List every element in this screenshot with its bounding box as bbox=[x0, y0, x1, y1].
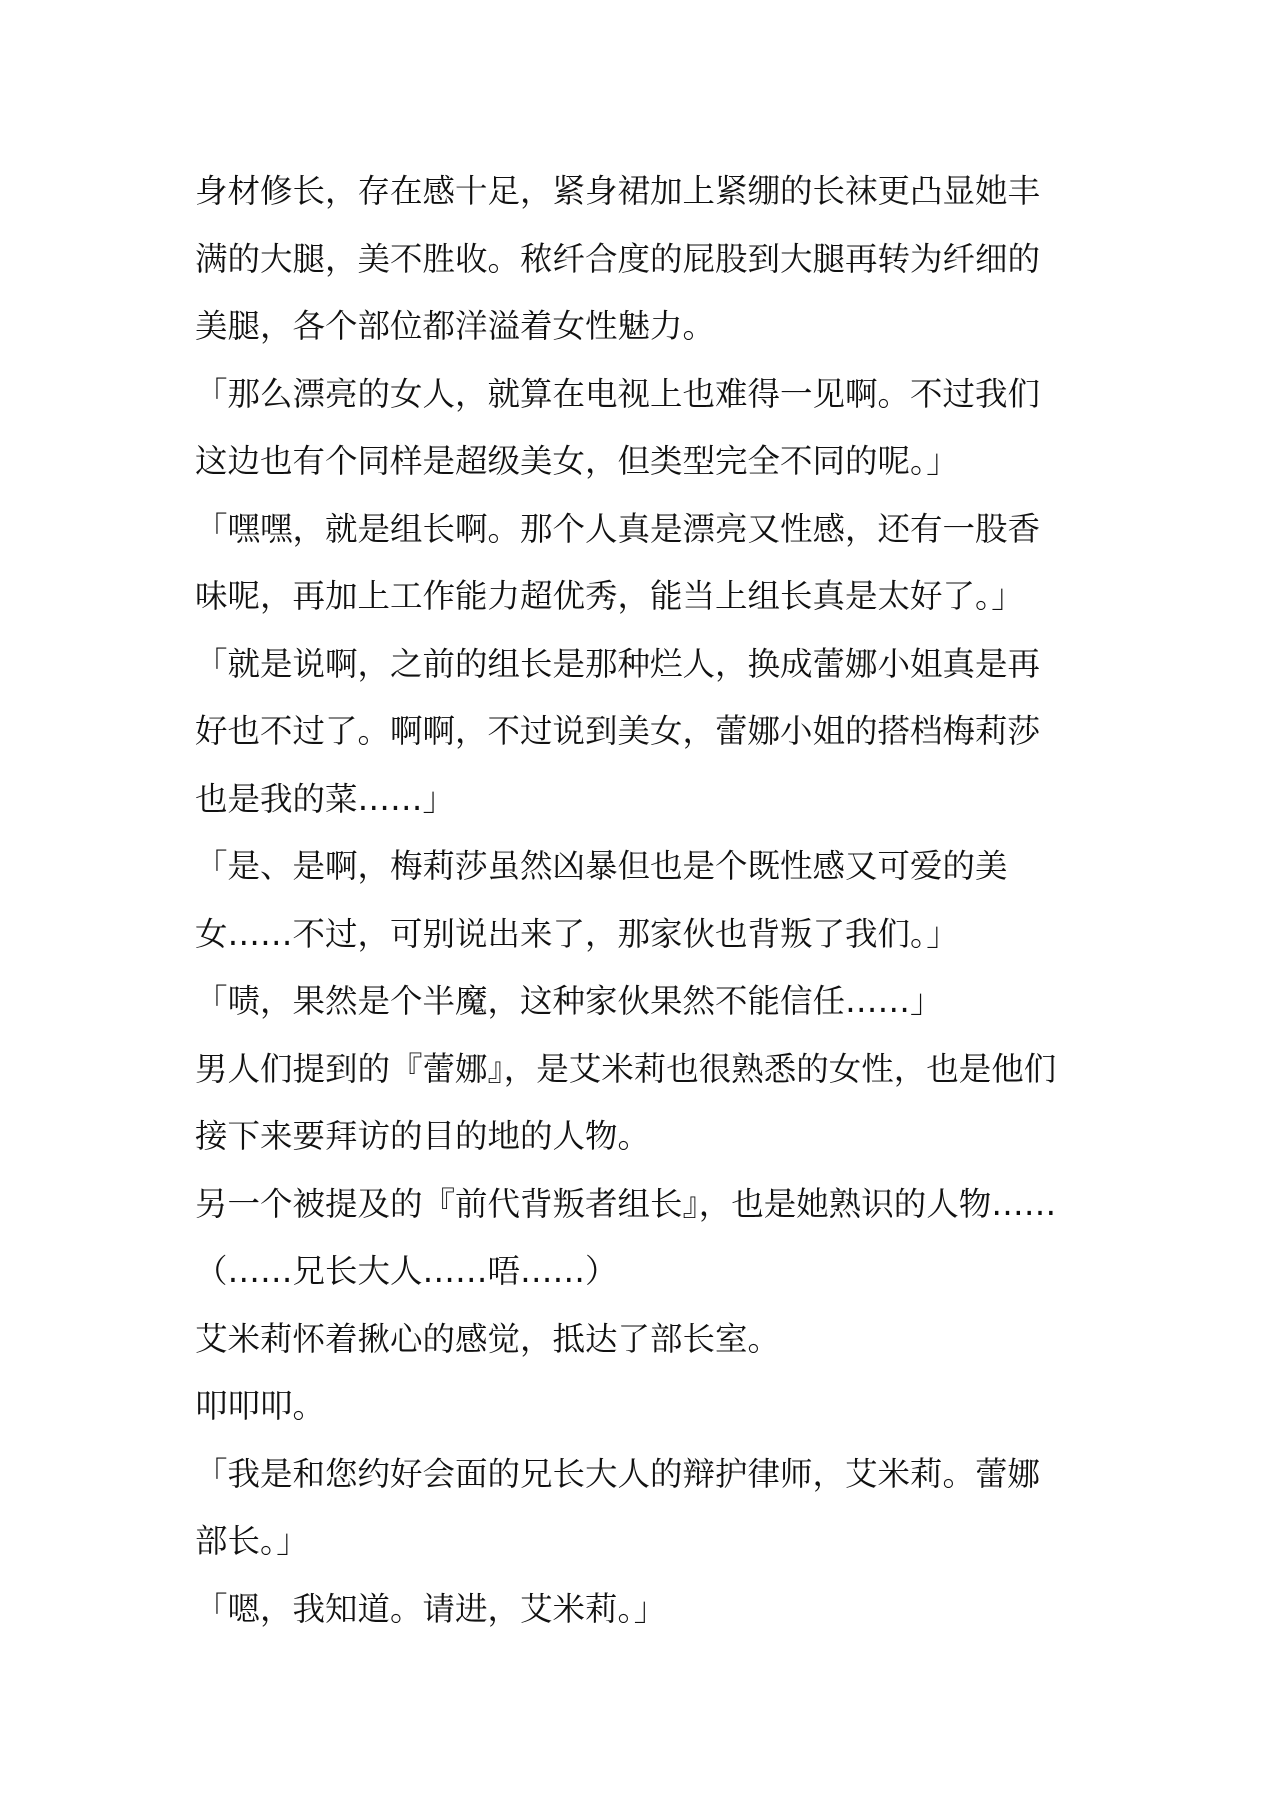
text-line: 「就是说啊，之前的组长是那种烂人，换成蕾娜小姐真是再 bbox=[195, 644, 1041, 683]
text-line: 「那么漂亮的女人，就算在电视上也难得一见啊。不过我们 bbox=[195, 374, 1041, 413]
text-line: 另一个被提及的『前代背叛者组长』，也是她熟识的人物…… bbox=[195, 1184, 1057, 1223]
text-line: 好也不过了。啊啊，不过说到美女，蕾娜小姐的搭档梅莉莎 bbox=[195, 712, 1041, 750]
text-line: 这边也有个同样是超级美女，但类型完全不同的呢。」 bbox=[195, 442, 959, 480]
text-line: 叩叩叩。 bbox=[195, 1387, 326, 1425]
body-text bbox=[195, 158, 1090, 1643]
text-line: 部长。」 bbox=[195, 1522, 309, 1560]
text-line: 满的大腿，美不胜收。秾纤合度的屁股到大腿再转为纤细的 bbox=[195, 239, 1041, 278]
text-line: 味呢，再加上工作能力超优秀，能当上组长真是太好了。」 bbox=[195, 577, 1024, 615]
text-line: （……兄长大人……唔……） bbox=[195, 1252, 618, 1290]
text-line: 「是、是啊，梅莉莎虽然凶暴但也是个既性感又可爱的美 bbox=[195, 847, 1008, 885]
text-line: 身材修长，存在感十足，紧身裙加上紧绷的长袜更凸显她丰 bbox=[195, 172, 1041, 210]
text-line: 接下来要拜访的目的地的人物。 bbox=[195, 1117, 651, 1155]
text-line: 「嗯，我知道。请进，艾米莉。」 bbox=[195, 1589, 667, 1628]
text-line: 艾米莉怀着揪心的感觉，抵达了部长室。 bbox=[195, 1319, 781, 1358]
text-line: 「嘿嘿，就是组长啊。那个人真是漂亮又性感，还有一股香 bbox=[195, 509, 1041, 548]
text-line: 「啧，果然是个半魔，这种家伙果然不能信任……」 bbox=[195, 982, 943, 1020]
text-line: 男人们提到的『蕾娜』，是艾米莉也很熟悉的女性，也是他们 bbox=[195, 1049, 1057, 1088]
text-line: 也是我的菜……」 bbox=[195, 779, 456, 818]
text-line: 「我是和您约好会面的兄长大人的辩护律师，艾米莉。蕾娜 bbox=[195, 1454, 1041, 1493]
text-line: 女……不过，可别说出来了，那家伙也背叛了我们。」 bbox=[195, 914, 959, 953]
text-line: 美腿，各个部位都洋溢着女性魅力。 bbox=[195, 307, 716, 345]
